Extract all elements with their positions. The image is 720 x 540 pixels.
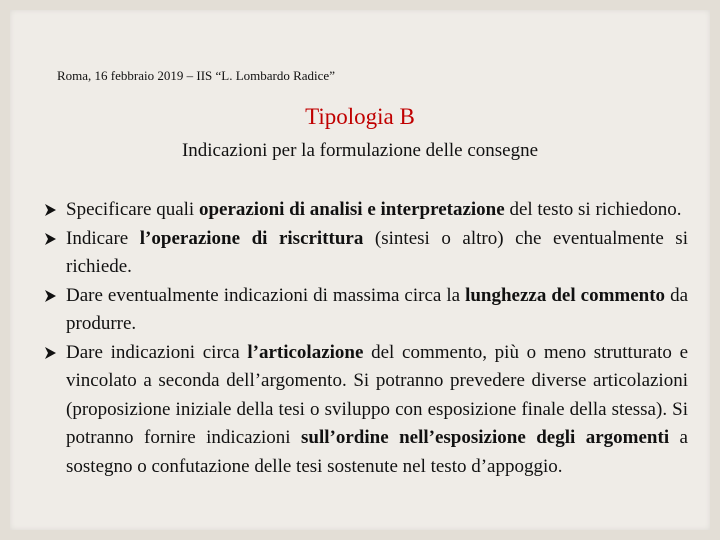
header-line: Roma, 16 febbraio 2019 – IIS “L. Lombardo Radice” [57, 68, 335, 83]
bullet-text-emphasis: l’operazione di riscrittura [139, 227, 364, 249]
bullet-item-4 [42, 339, 688, 482]
slide [10, 10, 710, 530]
bullet-text-part: (sintesi o altro) che eventualmente si richiede. [66, 227, 688, 277]
bullet-list [42, 196, 688, 481]
bullet-text-part: Dare eventualmente indicazioni di massima circa la [66, 284, 466, 306]
bullet-text-part: del commento, più o meno strutturato e vincolato a seconda dell’argomento. Si potranno prevedere diverse articolazioni (proposizione iniziale della tesi o sviluppo con esposizione finale della stessa). Si potranno fornire indicazioni [66, 341, 689, 448]
bullet-item-2 [42, 225, 688, 282]
arrow-bullet-icon [42, 339, 60, 367]
bullet-text-part: Specificare quali [66, 199, 199, 220]
bullet-text [66, 228, 688, 278]
bullet-text [66, 285, 688, 335]
arrow-bullet-icon [42, 282, 60, 310]
arrow-bullet-icon [42, 225, 60, 253]
bullet-text-emphasis: lunghezza del commento [465, 284, 666, 306]
bullet-text-part: del testo si richiedono. [504, 199, 682, 220]
slide-subtitle: Indicazioni per la formulazione delle consegne [181, 140, 539, 161]
bullet-text-part: Indicare [66, 227, 140, 249]
bullet-text [66, 199, 681, 220]
slide-title: Tipologia B [305, 104, 415, 129]
bullet-item-1 [42, 196, 688, 225]
bullet-text-part: da produrre. [66, 284, 689, 334]
bullet-text-emphasis: l’articolazione [247, 341, 364, 363]
bullet-text-part: a sostegno o confutazione delle tesi sostenute nel testo d’appoggio. [66, 427, 688, 477]
bullet-text-emphasis: sull’ordine nell’esposizione degli argomenti [301, 427, 670, 448]
bullet-text-emphasis: operazioni di analisi e interpretazione [198, 199, 505, 220]
arrow-bullet-icon [42, 196, 60, 224]
bullet-item-3 [42, 282, 688, 339]
bullet-text [66, 342, 688, 477]
bullet-text-part: Dare indicazioni circa [66, 341, 248, 363]
